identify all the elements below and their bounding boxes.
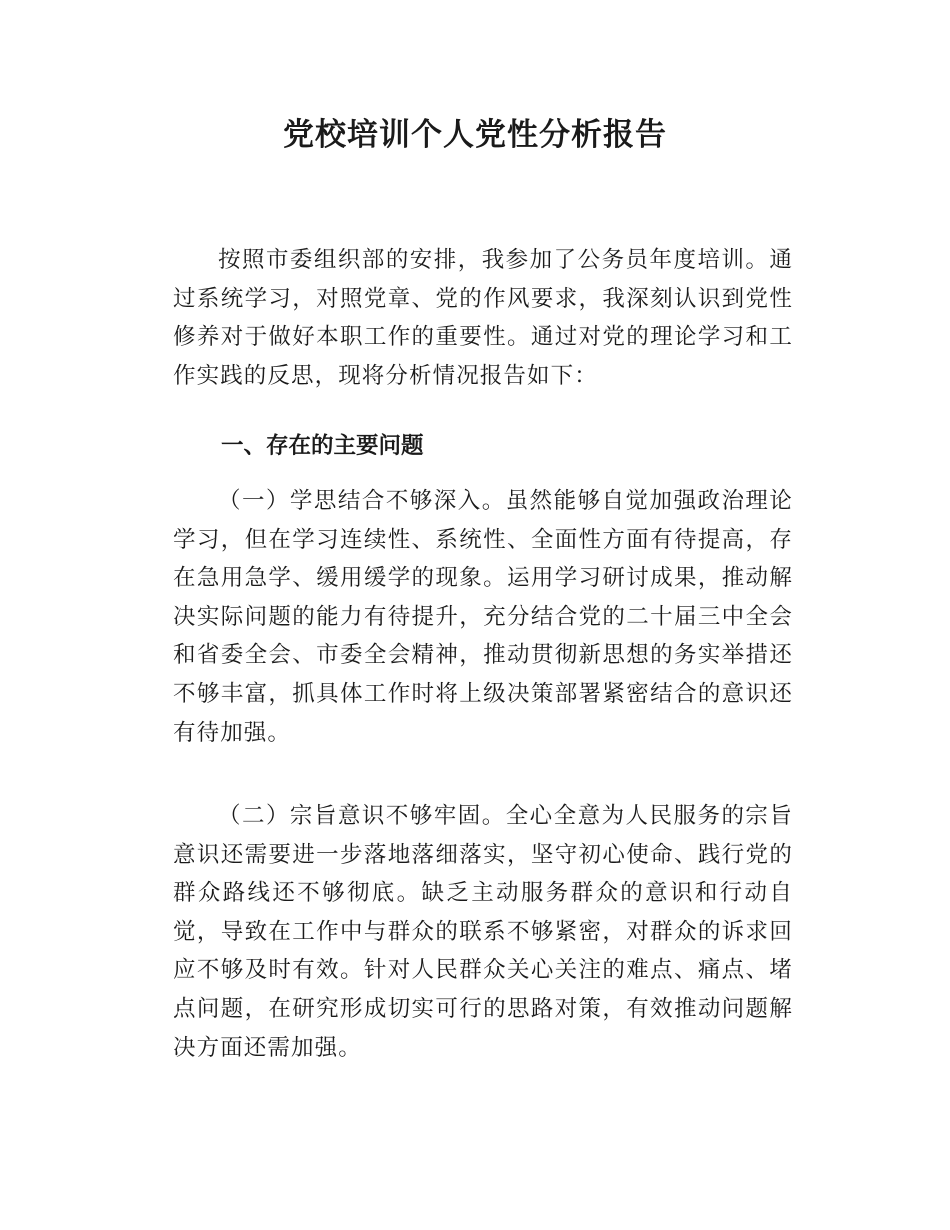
problem-1-lead: （一）学思结合不够深入。 xyxy=(218,488,506,514)
problem-2-lead: （二）宗旨意识不够牢固。 xyxy=(218,803,506,829)
document-title: 党校培训个人党性分析报告 xyxy=(283,117,667,153)
problem-1-text: 虽然能够自觉加强政治理论学习，但在学习连续性、系统性、全面性方面有待提高，存在急用急学、缓用缓学的现象。运用学习研讨成果，推动解决实际问题的能力有待提升，充分结合党的二十届三中全会和省委全会、市委全会精神，推动贯彻新思想的务实举措还不够丰富，抓具体工作时将上级决策部署紧密结合的意识还有待加强。 xyxy=(173,488,793,746)
problem-2-text: 全心全意为人民服务的宗旨意识还需要进一步落地落细落实，坚守初心使命、践行党的群众路线还不够彻底。缺乏主动服务群众的意识和行动自觉，导致在工作中与群众的联系不够紧密，对群众的诉求回应不够及时有效。针对人民群众关心关注的难点、痛点、堵点问题，在研究形成切实可行的思路对策，有效推动问题解决方面还需加强。 xyxy=(173,803,793,1061)
problem-paragraph-2 xyxy=(173,797,793,1067)
intro-paragraph: 按照市委组织部的安排，我参加了公务员年度培训。通过系统学习，对照党章、党的作风要求，我深刻认识到党性修养对于做好本职工作的重要性。通过对党的理论学习和工作实践的反思，现将分析情况报告如下： xyxy=(173,247,793,389)
problem-paragraph-1 xyxy=(173,482,793,752)
section-heading: 一、存在的主要问题 xyxy=(221,433,424,459)
